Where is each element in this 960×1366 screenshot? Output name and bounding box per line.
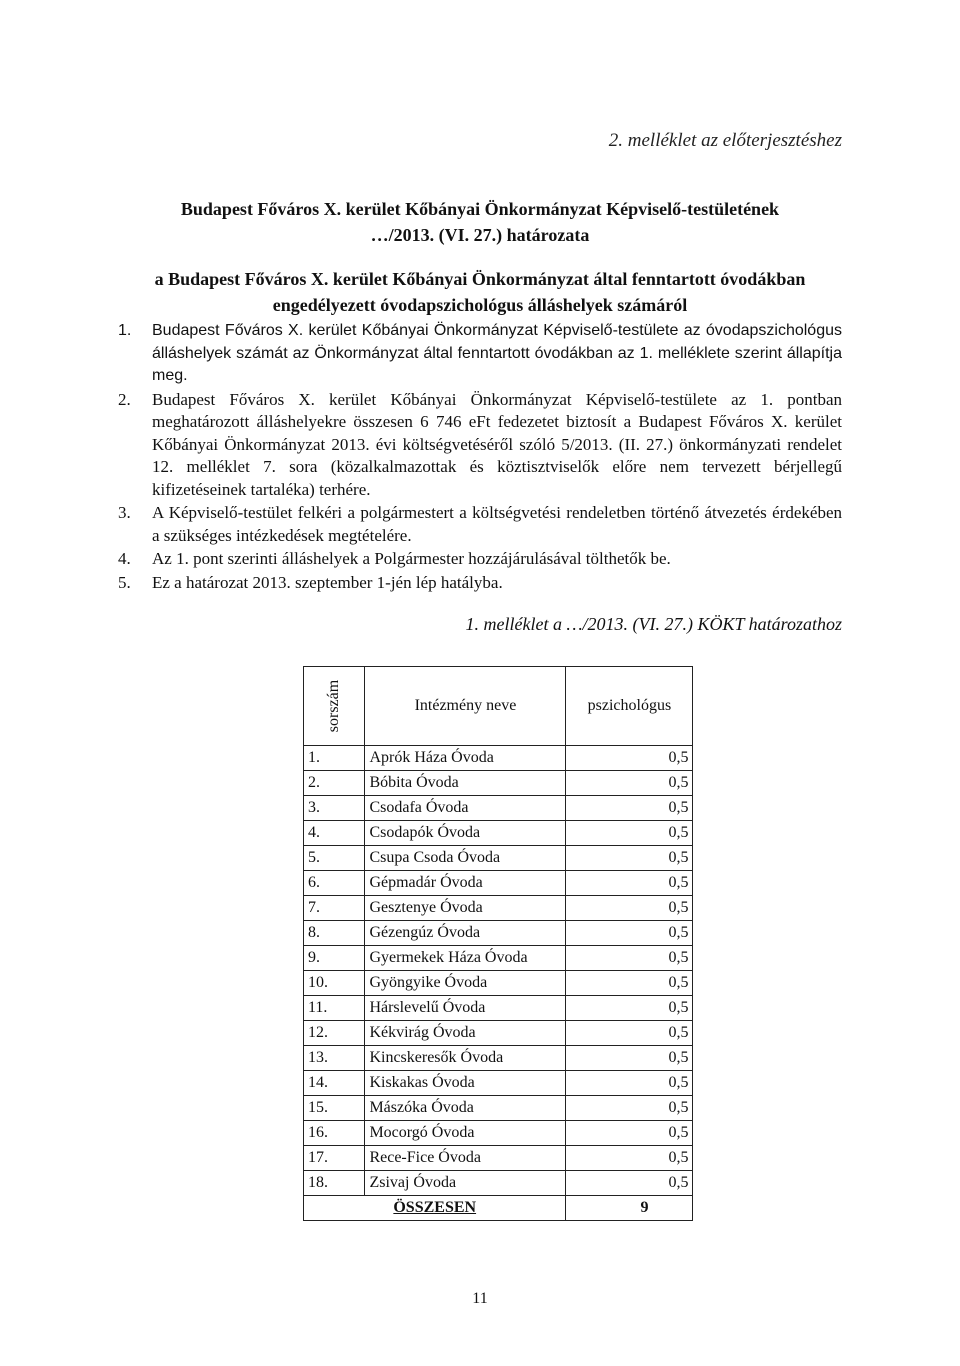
- table-row: [304, 821, 693, 846]
- row-psychologist-value: 0,5: [566, 946, 693, 971]
- table-row: [304, 996, 693, 1021]
- row-number: 16.: [304, 1121, 365, 1146]
- row-psychologist-value: 0,5: [566, 821, 693, 846]
- row-number: 11.: [304, 996, 365, 1021]
- total-label: ÖSSZESEN: [393, 1199, 477, 1216]
- table-row: [304, 746, 693, 771]
- row-psychologist-value: 0,5: [566, 846, 693, 871]
- row-institution-name: Rece-Fice Óvoda: [365, 1146, 566, 1171]
- annex-reference: 1. melléklet a …/2013. (VI. 27.) KÖKT határozathoz: [465, 614, 842, 634]
- row-number: 13.: [304, 1046, 365, 1071]
- row-institution-name: Aprók Háza Óvoda: [365, 746, 566, 771]
- header-sorszam: sorszám: [304, 667, 365, 746]
- row-number: 5.: [304, 846, 365, 871]
- row-psychologist-value: 0,5: [566, 1071, 693, 1096]
- row-institution-name: Kiskakas Óvoda: [365, 1071, 566, 1096]
- table-row: [304, 946, 693, 971]
- row-number: 9.: [304, 946, 365, 971]
- row-institution-name: Gyöngyike Óvoda: [365, 971, 566, 996]
- row-psychologist-value: 0,5: [566, 996, 693, 1021]
- row-institution-name: Csupa Csoda Óvoda: [365, 846, 566, 871]
- row-psychologist-value: 0,5: [566, 1121, 693, 1146]
- table-row: [304, 1121, 693, 1146]
- row-psychologist-value: 0,5: [566, 1021, 693, 1046]
- row-institution-name: Gyermekek Háza Óvoda: [365, 946, 566, 971]
- table-header-row: [304, 667, 693, 746]
- row-psychologist-value: 0,5: [566, 746, 693, 771]
- resolution-item: [118, 548, 842, 571]
- row-number: 15.: [304, 1096, 365, 1121]
- row-number: 18.: [304, 1171, 365, 1196]
- row-institution-name: Mocorgó Óvoda: [365, 1121, 566, 1146]
- page-number: 11: [472, 1290, 488, 1307]
- table-row: [304, 1071, 693, 1096]
- table-row: [304, 1046, 693, 1071]
- row-psychologist-value: 0,5: [566, 896, 693, 921]
- item-text: Ez a határozat 2013. szeptember 1-jén lép hatályba.: [152, 572, 503, 592]
- row-institution-name: Hárslevelű Óvoda: [365, 996, 566, 1021]
- table-row: [304, 1146, 693, 1171]
- row-number: 12.: [304, 1021, 365, 1046]
- row-institution-name: Kékvirág Óvoda: [365, 1021, 566, 1046]
- row-psychologist-value: 0,5: [566, 1046, 693, 1071]
- table-total-row: [304, 1196, 693, 1221]
- resolution-item: [118, 572, 842, 595]
- resolution-items: [118, 320, 842, 595]
- row-number: 1.: [304, 746, 365, 771]
- institutions-table: [303, 666, 693, 1221]
- item-text: Budapest Főváros X. kerület Kőbányai Önkormányzat Képviselő-testülete az óvodapszichológus álláshelyek számát az Önkormányzat által fenntartott óvodákban az 1. melléklete szerint állapítja meg.: [152, 322, 842, 384]
- row-psychologist-value: 0,5: [566, 1096, 693, 1121]
- table-row: [304, 1171, 693, 1196]
- row-number: 17.: [304, 1146, 365, 1171]
- row-institution-name: Gézengúz Óvoda: [365, 921, 566, 946]
- table-body: [304, 746, 693, 1196]
- row-psychologist-value: 0,5: [566, 1146, 693, 1171]
- row-psychologist-value: 0,5: [566, 971, 693, 996]
- resolution-item: [118, 320, 842, 388]
- item-number: 2.: [118, 389, 131, 409]
- title-line-1: Budapest Főváros X. kerület Kőbányai Önkormányzat Képviselő-testületének: [180, 199, 780, 219]
- item-number: 1.: [118, 322, 132, 339]
- table-row: [304, 971, 693, 996]
- row-number: 4.: [304, 821, 365, 846]
- item-number: 4.: [118, 549, 131, 568]
- header-psychologist: pszichológus: [566, 667, 693, 746]
- row-number: 14.: [304, 1071, 365, 1096]
- row-number: 8.: [304, 921, 365, 946]
- item-number: 5.: [118, 572, 131, 592]
- item-text: Az 1. pont szerinti álláshelyek a Polgármester hozzájárulásával tölthetők be.: [152, 549, 671, 568]
- resolution-title: [120, 196, 840, 318]
- row-institution-name: Mászóka Óvoda: [365, 1096, 566, 1121]
- table-row: [304, 871, 693, 896]
- row-number: 10.: [304, 971, 365, 996]
- table-row: [304, 796, 693, 821]
- row-institution-name: Bóbita Óvoda: [365, 771, 566, 796]
- table-row: [304, 1096, 693, 1121]
- table-row: [304, 921, 693, 946]
- resolution-item: [118, 502, 842, 547]
- row-institution-name: Csodapók Óvoda: [365, 821, 566, 846]
- row-number: 7.: [304, 896, 365, 921]
- table-row: [304, 1021, 693, 1046]
- row-number: 2.: [304, 771, 365, 796]
- row-psychologist-value: 0,5: [566, 921, 693, 946]
- row-psychologist-value: 0,5: [566, 771, 693, 796]
- row-psychologist-value: 0,5: [566, 871, 693, 896]
- total-value: 9: [566, 1196, 693, 1221]
- title-line-4: engedélyezett óvodapszichológus álláshelyek számáról: [272, 295, 688, 315]
- table-row: [304, 896, 693, 921]
- item-text: Budapest Főváros X. kerület Kőbányai Önkormányzat Képviselő-testülete az 1. pontban meghatározott álláshelyekre összesen 6 746 eFt fedezetet biztosít a Budapest Főváros X. kerület Kőbányai Önkormányzat 2013. évi költségvetéséről szóló 5/2013. (II. 27.) önkormányzati rendelet 12. melléklet 7. sora (közalkalmazottak és köztisztviselők előre nem tervezett bérjellegű kifizetéseinek tartaléka) terhére.: [152, 389, 842, 499]
- row-number: 6.: [304, 871, 365, 896]
- table-row: [304, 771, 693, 796]
- title-line-3: a Budapest Főváros X. kerület Kőbányai Önkormányzat által fenntartott óvodákban: [154, 269, 806, 289]
- row-number: 3.: [304, 796, 365, 821]
- row-institution-name: Kincskeresők Óvoda: [365, 1046, 566, 1071]
- row-institution-name: Gépmadár Óvoda: [365, 871, 566, 896]
- total-label-cell: [304, 1196, 566, 1221]
- row-institution-name: Csodafa Óvoda: [365, 796, 566, 821]
- row-psychologist-value: 0,5: [566, 796, 693, 821]
- title-line-2: …/2013. (VI. 27.) határozata: [370, 225, 590, 245]
- resolution-item: [118, 389, 842, 502]
- item-text: A Képviselő-testület felkéri a polgármestert a költségvetési rendeletben történő átvezetés érdekében a szükséges intézkedések megtételére.: [152, 503, 842, 545]
- item-number: 3.: [118, 503, 131, 522]
- row-institution-name: Gesztenye Óvoda: [365, 896, 566, 921]
- row-psychologist-value: 0,5: [566, 1171, 693, 1196]
- table-row: [304, 846, 693, 871]
- header-institution-name: Intézmény neve: [365, 667, 566, 746]
- row-institution-name: Zsivaj Óvoda: [365, 1171, 566, 1196]
- annex-header: 2. melléklet az előterjesztéshez: [608, 130, 842, 151]
